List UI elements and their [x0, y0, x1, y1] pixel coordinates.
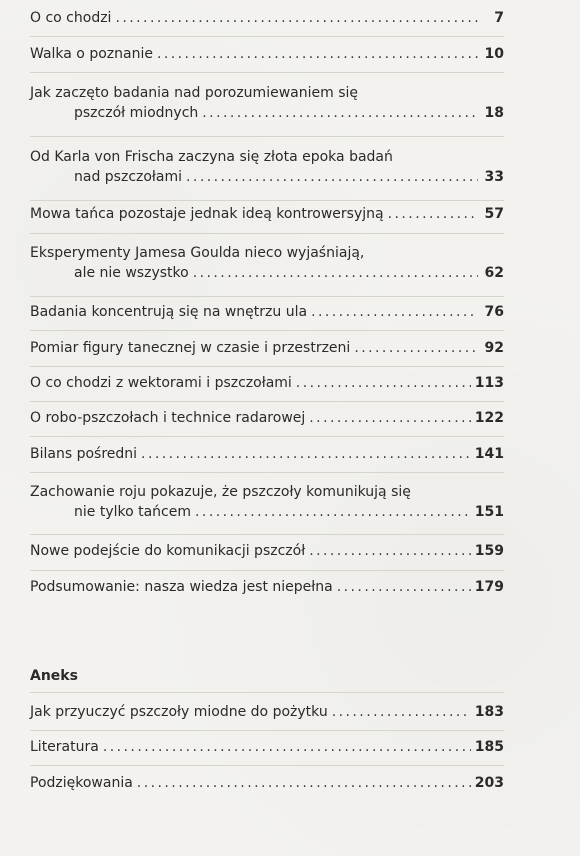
toc-entry[interactable]: [30, 773, 504, 793]
toc-line: [30, 83, 504, 103]
toc-title: Literatura: [30, 739, 99, 755]
divider: [30, 72, 504, 73]
toc-page-number: 151: [474, 504, 504, 520]
leader-dots: [309, 408, 470, 428]
divider: [30, 296, 504, 297]
toc-line: [30, 702, 504, 722]
toc-page-number: 122: [474, 410, 504, 426]
toc-line: [30, 204, 504, 224]
leader-dots: [202, 103, 478, 123]
toc-title-continued: pszczół miodnych: [74, 105, 199, 121]
toc-entry[interactable]: [30, 408, 504, 428]
toc-page-number: 7: [494, 10, 504, 26]
toc-title: Eksperymenty Jamesa Goulda nieco wyjaśniają,: [30, 245, 365, 261]
toc-title: Mowa tańca pozostaje jednak ideą kontrowersyjną: [30, 206, 384, 222]
toc-page-number: 159: [474, 543, 504, 559]
toc-page-number: 10: [484, 46, 504, 62]
toc-title: O robo-pszczołach i technice radarowej: [30, 410, 306, 426]
toc-title: Badania koncentrują się na wnętrzu ula: [30, 304, 308, 320]
toc-page-number: 62: [484, 265, 504, 281]
leader-dots: [296, 373, 471, 393]
toc-entry[interactable]: [30, 482, 504, 522]
divider: [30, 330, 504, 331]
toc-page-number: 183: [474, 704, 504, 720]
leader-dots: [354, 338, 478, 358]
toc-title-continued: ale nie wszystko: [74, 265, 189, 281]
toc-title: Zachowanie roju pokazuje, że pszczoły komunikują się: [30, 484, 411, 500]
divider: [30, 472, 504, 473]
toc-line: [30, 577, 504, 597]
leader-dots: [195, 502, 471, 522]
leader-dots: [103, 737, 471, 757]
toc-entry[interactable]: [30, 44, 504, 64]
divider: [30, 200, 504, 201]
toc-page-number: 203: [474, 775, 504, 791]
toc-page-number: 76: [484, 304, 504, 320]
toc-line: [30, 541, 504, 561]
toc-line: [30, 147, 504, 167]
toc-line: [30, 44, 504, 64]
toc-title: Nowe podejście do komunikacji pszczół: [30, 543, 306, 559]
toc-page-number: 179: [474, 579, 504, 595]
toc-line: [30, 373, 504, 393]
toc-line: [30, 444, 504, 464]
toc-title-continued: nad pszczołami: [74, 169, 183, 185]
toc-entry[interactable]: [30, 373, 504, 393]
toc-entry[interactable]: [30, 147, 504, 187]
toc-entry[interactable]: [30, 702, 504, 722]
toc-title: Od Karla von Frischa zaczyna się złota epoka badań: [30, 149, 393, 165]
toc-page-number: 92: [484, 340, 504, 356]
toc-page-number: 57: [484, 206, 504, 222]
leader-dots: [115, 8, 478, 28]
toc-entry[interactable]: [30, 302, 504, 322]
toc-entry[interactable]: [30, 541, 504, 561]
toc-entry[interactable]: [30, 243, 504, 283]
toc-page-number: 141: [474, 446, 504, 462]
toc-title: O co chodzi: [30, 10, 112, 26]
toc-entry[interactable]: [30, 83, 504, 123]
toc-line: [30, 338, 504, 358]
toc-title: Pomiar figury tanecznej w czasie i przestrzeni: [30, 340, 351, 356]
toc-line: [30, 243, 504, 263]
leader-dots: [388, 204, 478, 224]
toc-line: [30, 773, 504, 793]
leader-dots: [332, 702, 471, 722]
toc-title: Podsumowanie: nasza wiedza jest niepełna: [30, 579, 333, 595]
toc-line: [30, 263, 504, 283]
leader-dots: [193, 263, 478, 283]
toc-page-number: 113: [474, 375, 504, 391]
divider: [30, 534, 504, 535]
leader-dots: [309, 541, 471, 561]
toc-title: Podziękowania: [30, 775, 133, 791]
divider: [30, 570, 504, 571]
toc-line: [30, 408, 504, 428]
toc-title: Bilans pośredni: [30, 446, 138, 462]
divider: [30, 136, 504, 137]
leader-dots: [141, 444, 471, 464]
annex-heading: Aneks: [30, 668, 78, 684]
divider: [30, 765, 504, 766]
leader-dots: [337, 577, 471, 597]
toc-entry[interactable]: [30, 338, 504, 358]
toc-entry[interactable]: [30, 204, 504, 224]
toc-title: Jak zaczęto badania nad porozumiewaniem się: [30, 85, 358, 101]
toc-entry[interactable]: [30, 577, 504, 597]
toc-line: [30, 103, 504, 123]
divider: [30, 436, 504, 437]
toc-line: [30, 482, 504, 502]
toc-entry[interactable]: [30, 444, 504, 464]
divider: [30, 730, 504, 731]
toc-line: [30, 8, 504, 28]
leader-dots: [186, 167, 478, 187]
divider: [30, 366, 504, 367]
leader-dots: [137, 773, 471, 793]
divider: [30, 401, 504, 402]
divider: [30, 692, 504, 693]
toc-entry[interactable]: [30, 737, 504, 757]
toc-page-number: 33: [484, 169, 504, 185]
toc-title-continued: nie tylko tańcem: [74, 504, 192, 520]
leader-dots: [311, 302, 478, 322]
toc-line: [30, 302, 504, 322]
leader-dots: [157, 44, 478, 64]
toc-title: Jak przyuczyć pszczoły miodne do pożytku: [30, 704, 328, 720]
toc-page-number: 185: [474, 739, 504, 755]
toc-line: [30, 167, 504, 187]
toc-line: [30, 502, 504, 522]
toc-title: Walka o poznanie: [30, 46, 153, 62]
toc-title: O co chodzi z wektorami i pszczołami: [30, 375, 292, 391]
toc-entry[interactable]: [30, 8, 504, 28]
toc-page-number: 18: [484, 105, 504, 121]
divider: [30, 233, 504, 234]
toc-line: [30, 737, 504, 757]
divider: [30, 36, 504, 37]
